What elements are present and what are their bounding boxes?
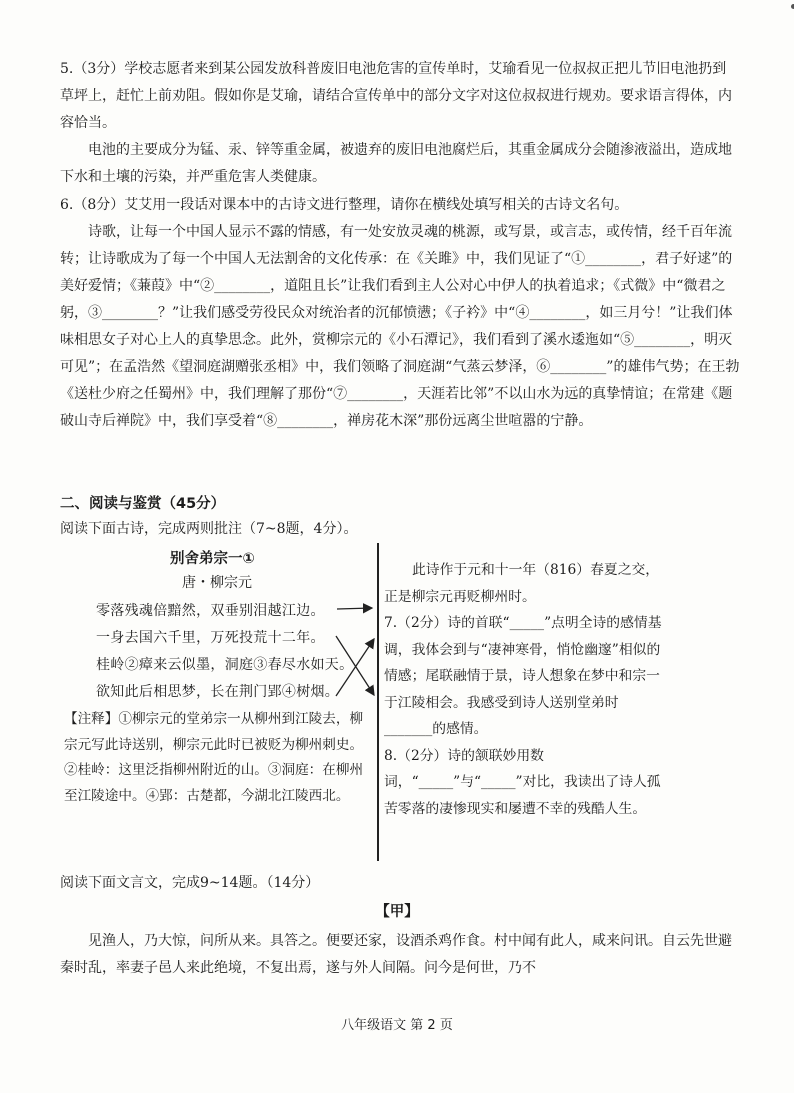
classical-lead: 阅读下面文言文，完成9~14题。（14分） <box>60 875 320 891</box>
poem-title: 别舍弟宗一① <box>170 551 255 567</box>
poem-line-2: 一身去国六千里，万死投荒十二年。 <box>96 630 325 646</box>
poem-line-3: 桂岭②瘴来云似墨，洞庭③春尽水如天。 <box>96 657 354 673</box>
poem-notes: 【注释】①柳宗元的堂弟宗一从柳州到江陵去，柳宗元写此诗送别，柳宗元此时已被贬为柳州刺史。②桂岭：这里泛指柳州附近的山。③洞庭：在柳州至江陵途中。④郢：古楚都，今湖北江陵西北。 <box>64 711 364 804</box>
classical-text: 见渔人，乃大惊，问所从来。具答之。便要还家，设酒杀鸡作食。村中闻有此人，咸来问讯。自云先世避秦时乱，率妻子邑人来此绝境，不复出焉，遂与外人间隔。问今是何世，乃不 <box>60 933 732 976</box>
arrow-to-q7-tail <box>336 636 374 695</box>
annotation-q7: 7.（2分）诗的首联“_____”点明全诗的感情基调，我体会到与“凄神寒骨，悄怆幽邃”相似的情感；尾联融情于景，诗人想象在梦中和宗一于江陵相会。我感受到诗人送别堂弟时_______的感情。 <box>384 615 662 737</box>
section-2-title: 二、阅读与鉴赏（45分） <box>60 496 226 512</box>
question-5-material: 电池的主要成分为锰、汞、锌等重金属，被遗弃的废旧电池腐烂后，其重金属成分会随渗液溢出，造成地下水和土壤的污染，并严重危害人类健康。 <box>60 142 732 185</box>
poem-line-1: 零落残魂倍黯然，双垂别泪越江边。 <box>96 603 325 619</box>
question-6-stem: 6.（8分）艾艾用一段话对课本中的古诗文进行整理，请你在横线处填写相关的古诗文名句。 <box>60 197 629 213</box>
poem-line-4: 欲知此后相思梦，长在荆门郢④树烟。 <box>96 684 340 700</box>
poem-author: 唐・柳宗元 <box>182 575 252 591</box>
question-6-body: 诗歌，让每一个中国人显示不露的情感，有一处安放灵魂的桃源，或写景，或言志，或传情，经千百年流转；让诗歌成为了每一个中国人无法割舍的文化传承：在《关雎》中，我们见证了“①________，君子好逑”的美好爱情；《蒹葭》中“②________，道阻且长”让我们看到主人公对心中伊人的执着追求；《式微》中“微君之躬，③________？”让我们感受劳役民众对统治者的沉郁愤懑；《子衿》中“④________，如三月兮！”让我们体味相思女子对心上人的真挚思念。此外，赏柳宗元的《小石潭记》，我们看到了溪水逶迤如“⑤________，明灭可见”；在孟浩然《望洞庭湖赠张丞相》中，我们领略了洞庭湖“气蒸云梦泽，⑥________”的雄伟气势；在王勃《送杜少府之任蜀州》中，我们理解了那份“⑦________，天涯若比邻”不以山水为远的真挚情谊；在常建《题破山寺后禅院》中，我们享受着“⑧________，禅房花木深”那份远离尘世喧嚣的宁静。 <box>60 224 740 429</box>
question-5-stem: 5.（3分）学校志愿者来到某公园发放科普废旧电池危害的宣传单时，艾瑜看见一位叔叔正把儿节旧电池扔到草坪上，赶忙上前劝阻。假如你是艾瑜，请结合宣传单中的部分文字对这位叔叔进行规劝。要求语言得体，内容恰当。 <box>60 61 732 131</box>
arrow-to-q8 <box>336 639 374 696</box>
annotation-intro: 此诗作于元和十一年（816）春夏之交，正是柳宗元再贬柳州时。 <box>384 562 660 605</box>
annotation-column <box>384 557 666 822</box>
section-2-lead: 阅读下面古诗，完成两则批注（7~8题，4分）。 <box>60 521 358 537</box>
classical-part-title: 【甲】 <box>375 904 419 920</box>
annotation-q8: 8.（2分）诗的颔联妙用数词，“_____”与“_____”对比，我读出了诗人孤苦零落的凄惨现实和屡遭不幸的残酷人生。 <box>384 747 661 817</box>
arrow-to-q7 <box>337 608 372 609</box>
page-footer: 八年级语文 第 2 页 <box>341 1018 453 1033</box>
